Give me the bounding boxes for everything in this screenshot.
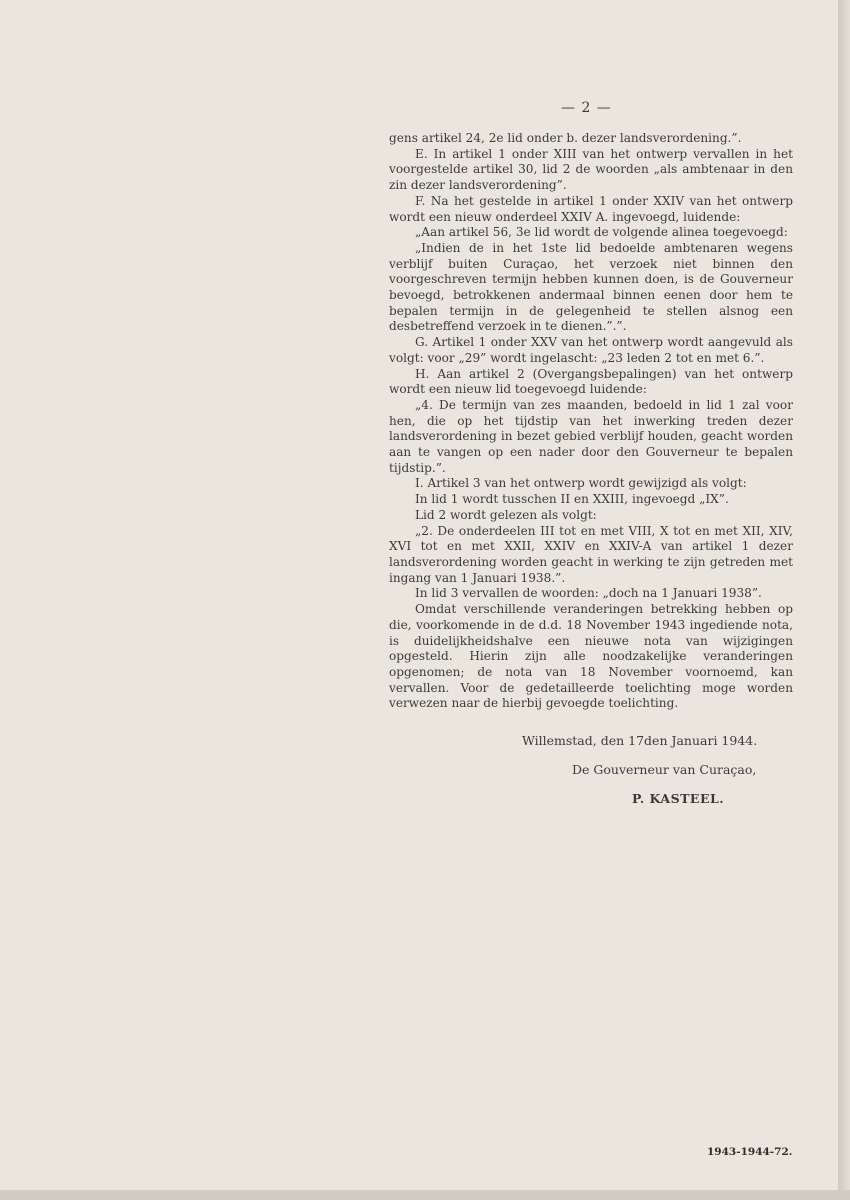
- page-edge-bottom: [0, 1190, 850, 1200]
- body-text: [389, 131, 793, 712]
- paragraph: In lid 1 wordt tusschen II en XXIII, ingevoegd „IX”.: [415, 492, 729, 507]
- page-edge-right: [838, 0, 850, 1200]
- paragraph: E. In artikel 1 onder XIII van het ontwerp vervallen in het voorgestelde artikel 30, lid 2 de woorden „als ambtenaar in den zin dezer landsverordening”.: [389, 146, 793, 193]
- paragraph: „Indien de in het 1ste lid bedoelde ambtenaren wegens verblijf buiten Curaçao, het verzoek niet binnen den voorgeschreven termijn hebben kunnen doen, is de Gouverneur bevoegd, betrokkenen andermaal binnen eenen door hem te bepalen termijn in de gelegenheid te stellen alsnog een desbetreffend verzoek in te dienen.”.”.: [389, 240, 793, 334]
- page-number: — 2 —: [561, 100, 612, 116]
- paragraph: In lid 3 vervallen de woorden: „doch na 1 Januari 1938”.: [415, 586, 762, 601]
- paragraph: „2. De onderdeelen III tot en met VIII, X tot en met XII, XIV, XVI tot en met XXII, XXIV en XXIV-A van artikel 1 dezer landsverordening worden geacht in werking te zijn getreden met ingang van 1 Januari 1938.”.: [389, 523, 793, 585]
- paragraph: Lid 2 wordt gelezen als volgt:: [415, 507, 597, 522]
- paragraph: „4. De termijn van zes maanden, bedoeld in lid 1 zal voor hen, die op het tijdstip van het inwerking treden dezer landsverordening in bezet gebied verblijf houden, geacht worden aan te vangen op een nader door den Gouverneur te bepalen tijdstip.”.: [389, 397, 793, 475]
- signature-name: P. KASTEEL.: [632, 791, 725, 806]
- paragraph: I. Artikel 3 van het ontwerp wordt gewijzigd als volgt:: [415, 476, 747, 491]
- paragraph: H. Aan artikel 2 (Overgangsbepalingen) van het ontwerp wordt een nieuw lid toegevoegd luidende:: [389, 366, 793, 397]
- paragraph: G. Artikel 1 onder XXV van het ontwerp wordt aangevuld als volgt: voor „29” wordt ingelascht: „23 leden 2 tot en met 6.”.: [389, 335, 793, 365]
- paragraph: F. Na het gestelde in artikel 1 onder XXIV van het ontwerp wordt een nieuw onderdeel XXIV A. ingevoegd, luidende:: [389, 193, 793, 224]
- signature-place-date: Willemstad, den 17den Januari 1944.: [522, 733, 758, 748]
- paragraph: Omdat verschillende veranderingen betrekking hebben op die, voorkomende in de d.d. 18 November 1943 ingediende nota, is duidelijkheidshalve een nieuwe nota van wijzigingen opgesteld. Hierin zijn alle noodzakelijke veranderingen opgenomen; de nota van 18 November voornoemd, kan vervallen. Voor de gedetailleerde toelichting moge worden verwezen naar de hierbij gevoegde toelichting.: [389, 602, 793, 711]
- signature-title: De Gouverneur van Curaçao,: [572, 762, 757, 777]
- paragraph: gens artikel 24, 2e lid onder b. dezer landsverordening.”.: [389, 131, 742, 145]
- paragraph: „Aan artikel 56, 3e lid wordt de volgende alinea toegevoegd:: [415, 225, 788, 240]
- document-reference-code: 1943-1944-72.: [707, 1146, 793, 1158]
